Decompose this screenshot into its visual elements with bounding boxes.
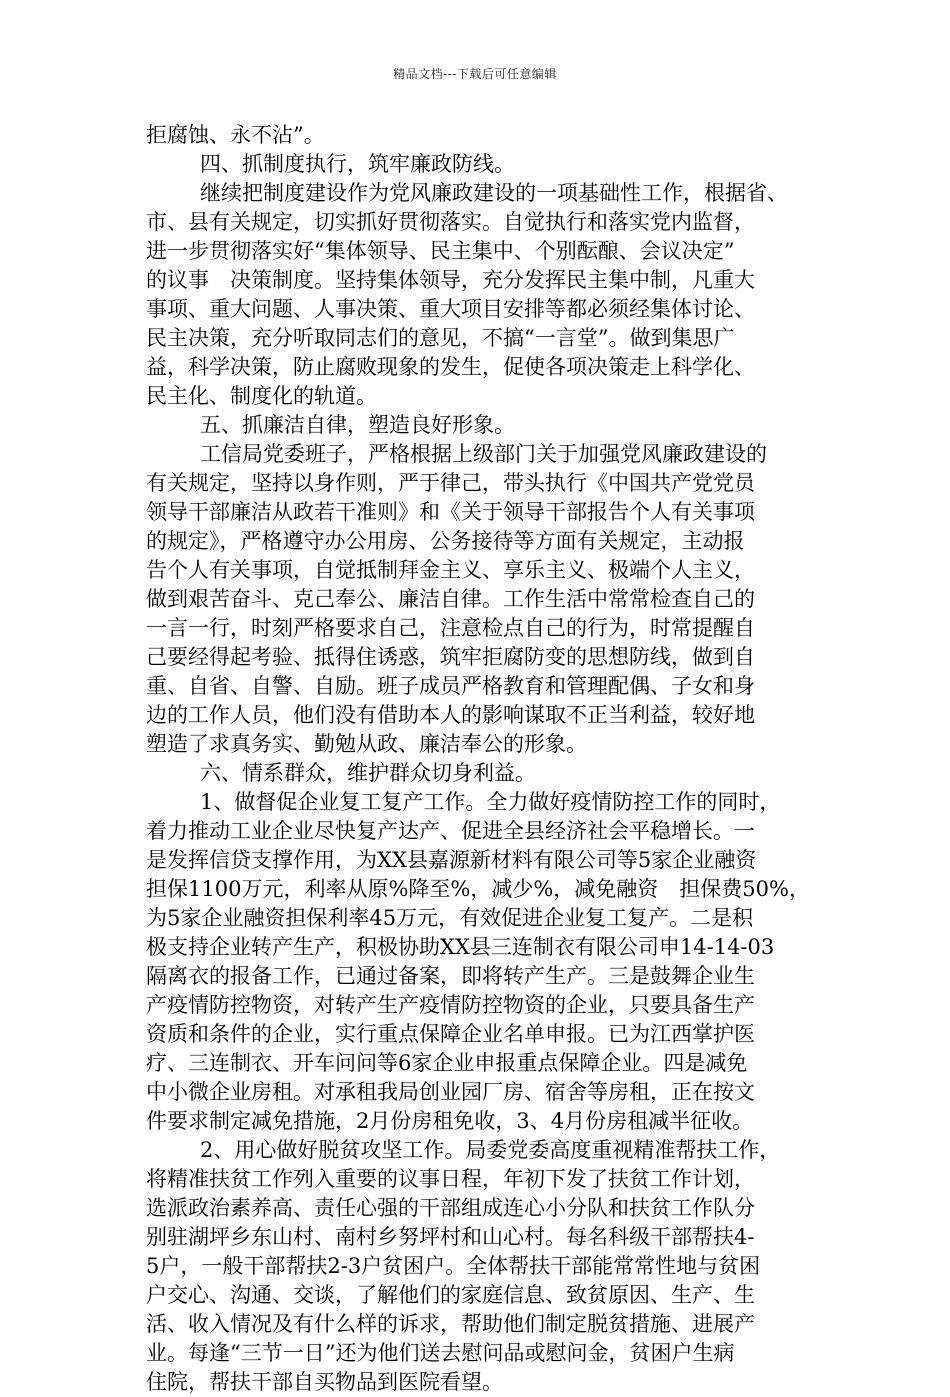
text-line: 业。每逢“三节一日”还为他们送去慰问品或慰问金，贫困户生病 (146, 1341, 735, 1365)
text-line: 疗、三连制衣、开车问问等6家企业申报重点保障企业。四是减免 (146, 1051, 748, 1075)
text-line: 别驻湖坪乡东山村、南村乡努坪村和山心村。每名科级干部帮扶4- (146, 1225, 755, 1249)
text-line: 拒腐蚀、永不沾”。 (146, 123, 325, 147)
text-line: 1、做督促企业复工复产工作。全力做好疫情防控工作的同时， (200, 790, 781, 814)
text-line: 进一步贯彻落实好“集体领导、民主集中、个别酝酿、会议决定” (146, 239, 735, 263)
text-line: 市、县有关规定，切实抓好贯彻落实。自觉执行和落实党内监督， (146, 210, 755, 234)
text-line: 塑造了求真务实、勤勉从政、廉洁奉公的形象。 (146, 732, 587, 756)
text-line: 资质和条件的企业，实行重点保障企业名单申报。已为江西掌护医 (146, 1022, 755, 1046)
text-line: 中小微企业房租。对承租我局创业园厂房、宿舍等房租，正在按文 (146, 1080, 755, 1104)
text-line: 领导干部廉洁从政若干准则》和《关于领导干部报告个人有关事项 (146, 500, 755, 524)
text-line: 是发挥信贷支撑作用，为XX县嘉源新材料有限公司等5家企业融资 (146, 848, 757, 872)
text-line: 住院，帮扶干部自买物品到医院看望。 (146, 1370, 503, 1394)
text-line: 担保1100万元，利率从原%降至%，减少%，减免融资 担保费50%， (146, 877, 810, 901)
text-line: 继续把制度建设作为党风廉政建设的一项基础性工作，根据省、 (200, 181, 788, 205)
text-line: 边的工作人员，他们没有借助本人的影响谋取不正当利益，较好地 (146, 703, 755, 727)
text-line: 2、用心做好脱贫攻坚工作。局委党委高度重视精准帮扶工作， (200, 1138, 781, 1162)
text-line: 事项、重大问题、人事决策、重大项目安排等都必须经集体讨论、 (146, 297, 755, 321)
body-text (146, 121, 818, 1397)
text-line: 选派政治素养高、责任心强的干部组成连心小分队和扶贫工作队分 (146, 1196, 755, 1220)
text-line: 将精准扶贫工作列入重要的议事日程，年初下发了扶贫工作计划， (146, 1167, 755, 1191)
text-line: 件要求制定减免措施，2月份房租免收，3、4月份房租减半征收。 (146, 1109, 754, 1133)
text-line: 着力推动工业企业尽快复产达产、促进全县经济社会平稳增长。一 (146, 819, 755, 843)
text-line: 有关规定，坚持以身作则，严于律己，带头执行《中国共产党党员 (146, 471, 755, 495)
text-line: 极支持企业转产生产，积极协助XX县三连制衣有限公司申14-14-03 (146, 935, 775, 959)
text-line: 做到艰苦奋斗、克己奉公、廉洁自律。工作生活中常常检查自己的 (146, 587, 755, 611)
text-line: 工信局党委班子，严格根据上级部门关于加强党风廉政建设的 (200, 442, 767, 466)
header-note: 精品文档---下载后可任意编辑 (393, 67, 557, 81)
text-line: 重、自省、自警、自励。班子成员严格教育和管理配偶、子女和身 (146, 674, 755, 698)
text-line: 民主决策，充分听取同志们的意见，不搞“一言堂”。做到集思广 (146, 326, 735, 350)
text-line: 六、情系群众，维护群众切身利益。 (200, 761, 536, 785)
text-line: 五、抓廉洁自律，塑造良好形象。 (200, 413, 515, 437)
text-line: 的规定》，严格遵守办公用房、公务接待等方面有关规定，主动报 (146, 529, 745, 553)
text-line: 隔离衣的报备工作，已通过备案，即将转产生产。三是鼓舞企业生 (146, 964, 755, 988)
text-line: 5户，一般干部帮扶2-3户贫困户。全体帮扶干部能常常性地与贫困 (146, 1254, 761, 1278)
text-line: 活、收入情况及有什么样的诉求，帮助他们制定脱贫措施、进展产 (146, 1312, 755, 1336)
text-line: 为5家企业融资担保利率45万元，有效促进企业复工复产。二是积 (146, 906, 754, 930)
text-line: 的议事 决策制度。坚持集体领导，充分发挥民主集中制，凡重大 (146, 268, 755, 292)
text-line: 户交心、沟通、交谈，了解他们的家庭信息、致贫原因、生产、生 (146, 1283, 755, 1307)
text-line: 产疫情防控物资，对转产生产疫情防控物资的企业，只要具备生产 (146, 993, 755, 1017)
text-line: 四、抓制度执行，筑牢廉政防线。 (200, 152, 515, 176)
text-line: 告个人有关事项，自觉抵制拜金主义、享乐主义、极端个人主义， (146, 558, 755, 582)
text-line: 己要经得起考验、抵得住诱惑，筑牢拒腐防变的思想防线，做到自 (146, 645, 755, 669)
text-line: 民主化、制度化的轨道。 (146, 384, 377, 408)
text-line: 一言一行，时刻严格要求自己，注意检点自己的行为，时常提醒自 (146, 616, 755, 640)
text-line: 益，科学决策，防止腐败现象的发生，促使各项决策走上科学化、 (146, 355, 755, 379)
